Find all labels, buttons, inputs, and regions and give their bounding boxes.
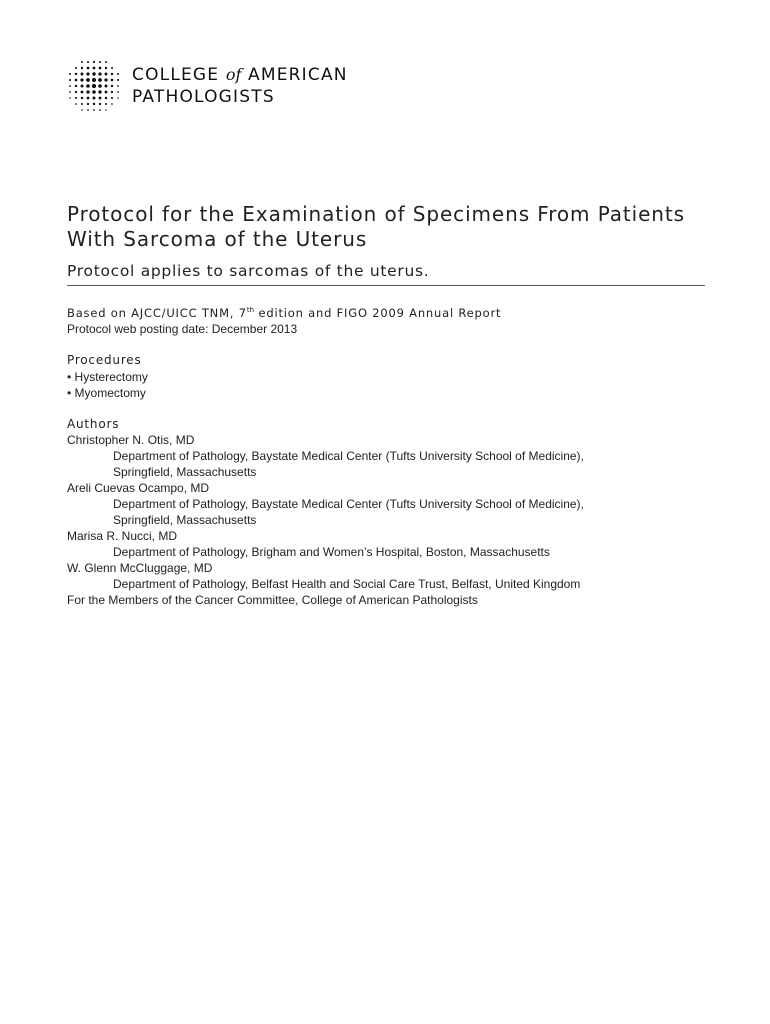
logo-dot [81,97,84,100]
logo-dot [117,91,119,93]
author-name: W. Glenn McCluggage, MD [67,561,213,575]
logo-dot [117,73,119,75]
logo-dot [86,84,90,88]
logo-dot [75,91,77,93]
logo-dot [93,97,96,100]
logo-dot [69,85,71,87]
logo-dot [104,78,107,81]
logo-dot [111,97,113,99]
logo-dot [93,109,95,111]
logo-dot [93,103,95,105]
logo-dot [69,91,71,93]
logo-dot [99,67,102,70]
logo-dot [99,61,101,63]
logo-dot [98,84,102,88]
logo-dot [92,78,96,82]
procedures-heading: Procedures [67,353,142,367]
logo-dot [86,72,89,75]
logo-dot [105,73,108,76]
staging-basis-ordinal: th [246,306,255,315]
logo-dot [81,73,84,76]
logo-dot [105,91,108,94]
authors-heading: Authors [67,417,120,431]
logo-dot [87,61,89,63]
logo-dot [117,79,119,81]
logo-dot [80,78,83,81]
logo-dot [98,90,101,93]
author-name: Areli Cuevas Ocampo, MD [67,481,210,495]
logo-dot [105,85,108,88]
logo-dot [105,97,108,100]
logo-dot [105,67,107,69]
logo-dot [99,103,101,105]
logo-dot [111,73,113,75]
logo-dot [81,103,83,105]
logo-word-american: AMERICAN [248,65,348,85]
logo-dot [105,61,107,63]
logo-dot [87,67,90,70]
logo-dot [105,109,107,111]
author-affiliation-cont: Springfield, Massachusetts [113,465,257,479]
logo-dot [86,78,90,82]
logo-dot [75,73,77,75]
logo-dot [75,67,77,69]
logo-dot [75,85,77,87]
logo-dot [93,61,95,63]
logo-dot [111,91,113,93]
logo-dot [81,67,83,69]
author-name: Marisa R. Nucci, MD [67,529,178,543]
document-subtitle: Protocol applies to sarcomas of the uterus. [67,262,430,280]
author-affiliation-cont: Springfield, Massachusetts [113,513,257,527]
committee-line: For the Members of the Cancer Committee, College of American Pathologists [67,593,478,607]
logo-dot [81,91,84,94]
author-affiliation: Department of Pathology, Belfast Health and Social Care Trust, Belfast, United Kingdom [113,577,581,591]
procedure-item: • Myomectomy [67,386,146,400]
staging-basis [67,306,501,320]
logo-dot [117,97,119,99]
logo-dot [81,61,83,63]
logo-word-college: COLLEGE [132,65,220,85]
logo-dot [111,85,113,87]
logo-dot [81,109,83,111]
logo-dot [69,73,71,75]
logo-dot [69,97,71,99]
logo-line-2: PATHOLOGISTS [132,87,275,107]
logo-dot [87,97,90,100]
logo-dot [98,78,102,82]
logo-dot [99,97,102,100]
logo-dot [75,103,77,105]
logo-dot [111,103,113,105]
cap-dot-logo-icon [66,58,122,114]
staging-basis-suffix: edition and FIGO 2009 Annual Report [254,306,502,320]
procedure-item: • Hysterectomy [67,370,148,384]
staging-basis-prefix: Based on AJCC/UICC TNM, 7 [67,306,247,320]
logo-wordmark [132,64,348,108]
logo-dot [75,97,77,99]
logo-dot [98,72,101,75]
logo-dot [111,79,114,82]
title-divider [67,285,705,286]
logo-word-of: of [225,65,242,84]
author-affiliation: Department of Pathology, Baystate Medical Center (Tufts University School of Medicine), [113,497,584,511]
logo-dot [75,79,78,82]
logo-dot [69,79,71,81]
logo-dot [93,67,96,70]
cap-logo [66,58,348,114]
author-affiliation: Department of Pathology, Brigham and Women’s Hospital, Boston, Massachusetts [113,545,550,559]
logo-dot [92,90,96,94]
posting-date: Protocol web posting date: December 2013 [67,322,298,336]
author-name: Christopher N. Otis, MD [67,433,195,447]
logo-dot [117,85,119,87]
document-title: Protocol for the Examination of Specimens From Patients With Sarcoma of the Uterus [67,202,685,251]
logo-dot [87,103,89,105]
logo-dot [86,90,89,93]
logo-dot [99,109,101,111]
logo-dot [92,84,96,88]
logo-dot [111,67,113,69]
author-affiliation: Department of Pathology, Baystate Medical Center (Tufts University School of Medicine), [113,449,584,463]
logo-line-1 [132,64,348,86]
logo-dot [81,85,84,88]
logo-dot [92,72,95,75]
logo-dot [105,103,107,105]
logo-dot [87,109,89,111]
